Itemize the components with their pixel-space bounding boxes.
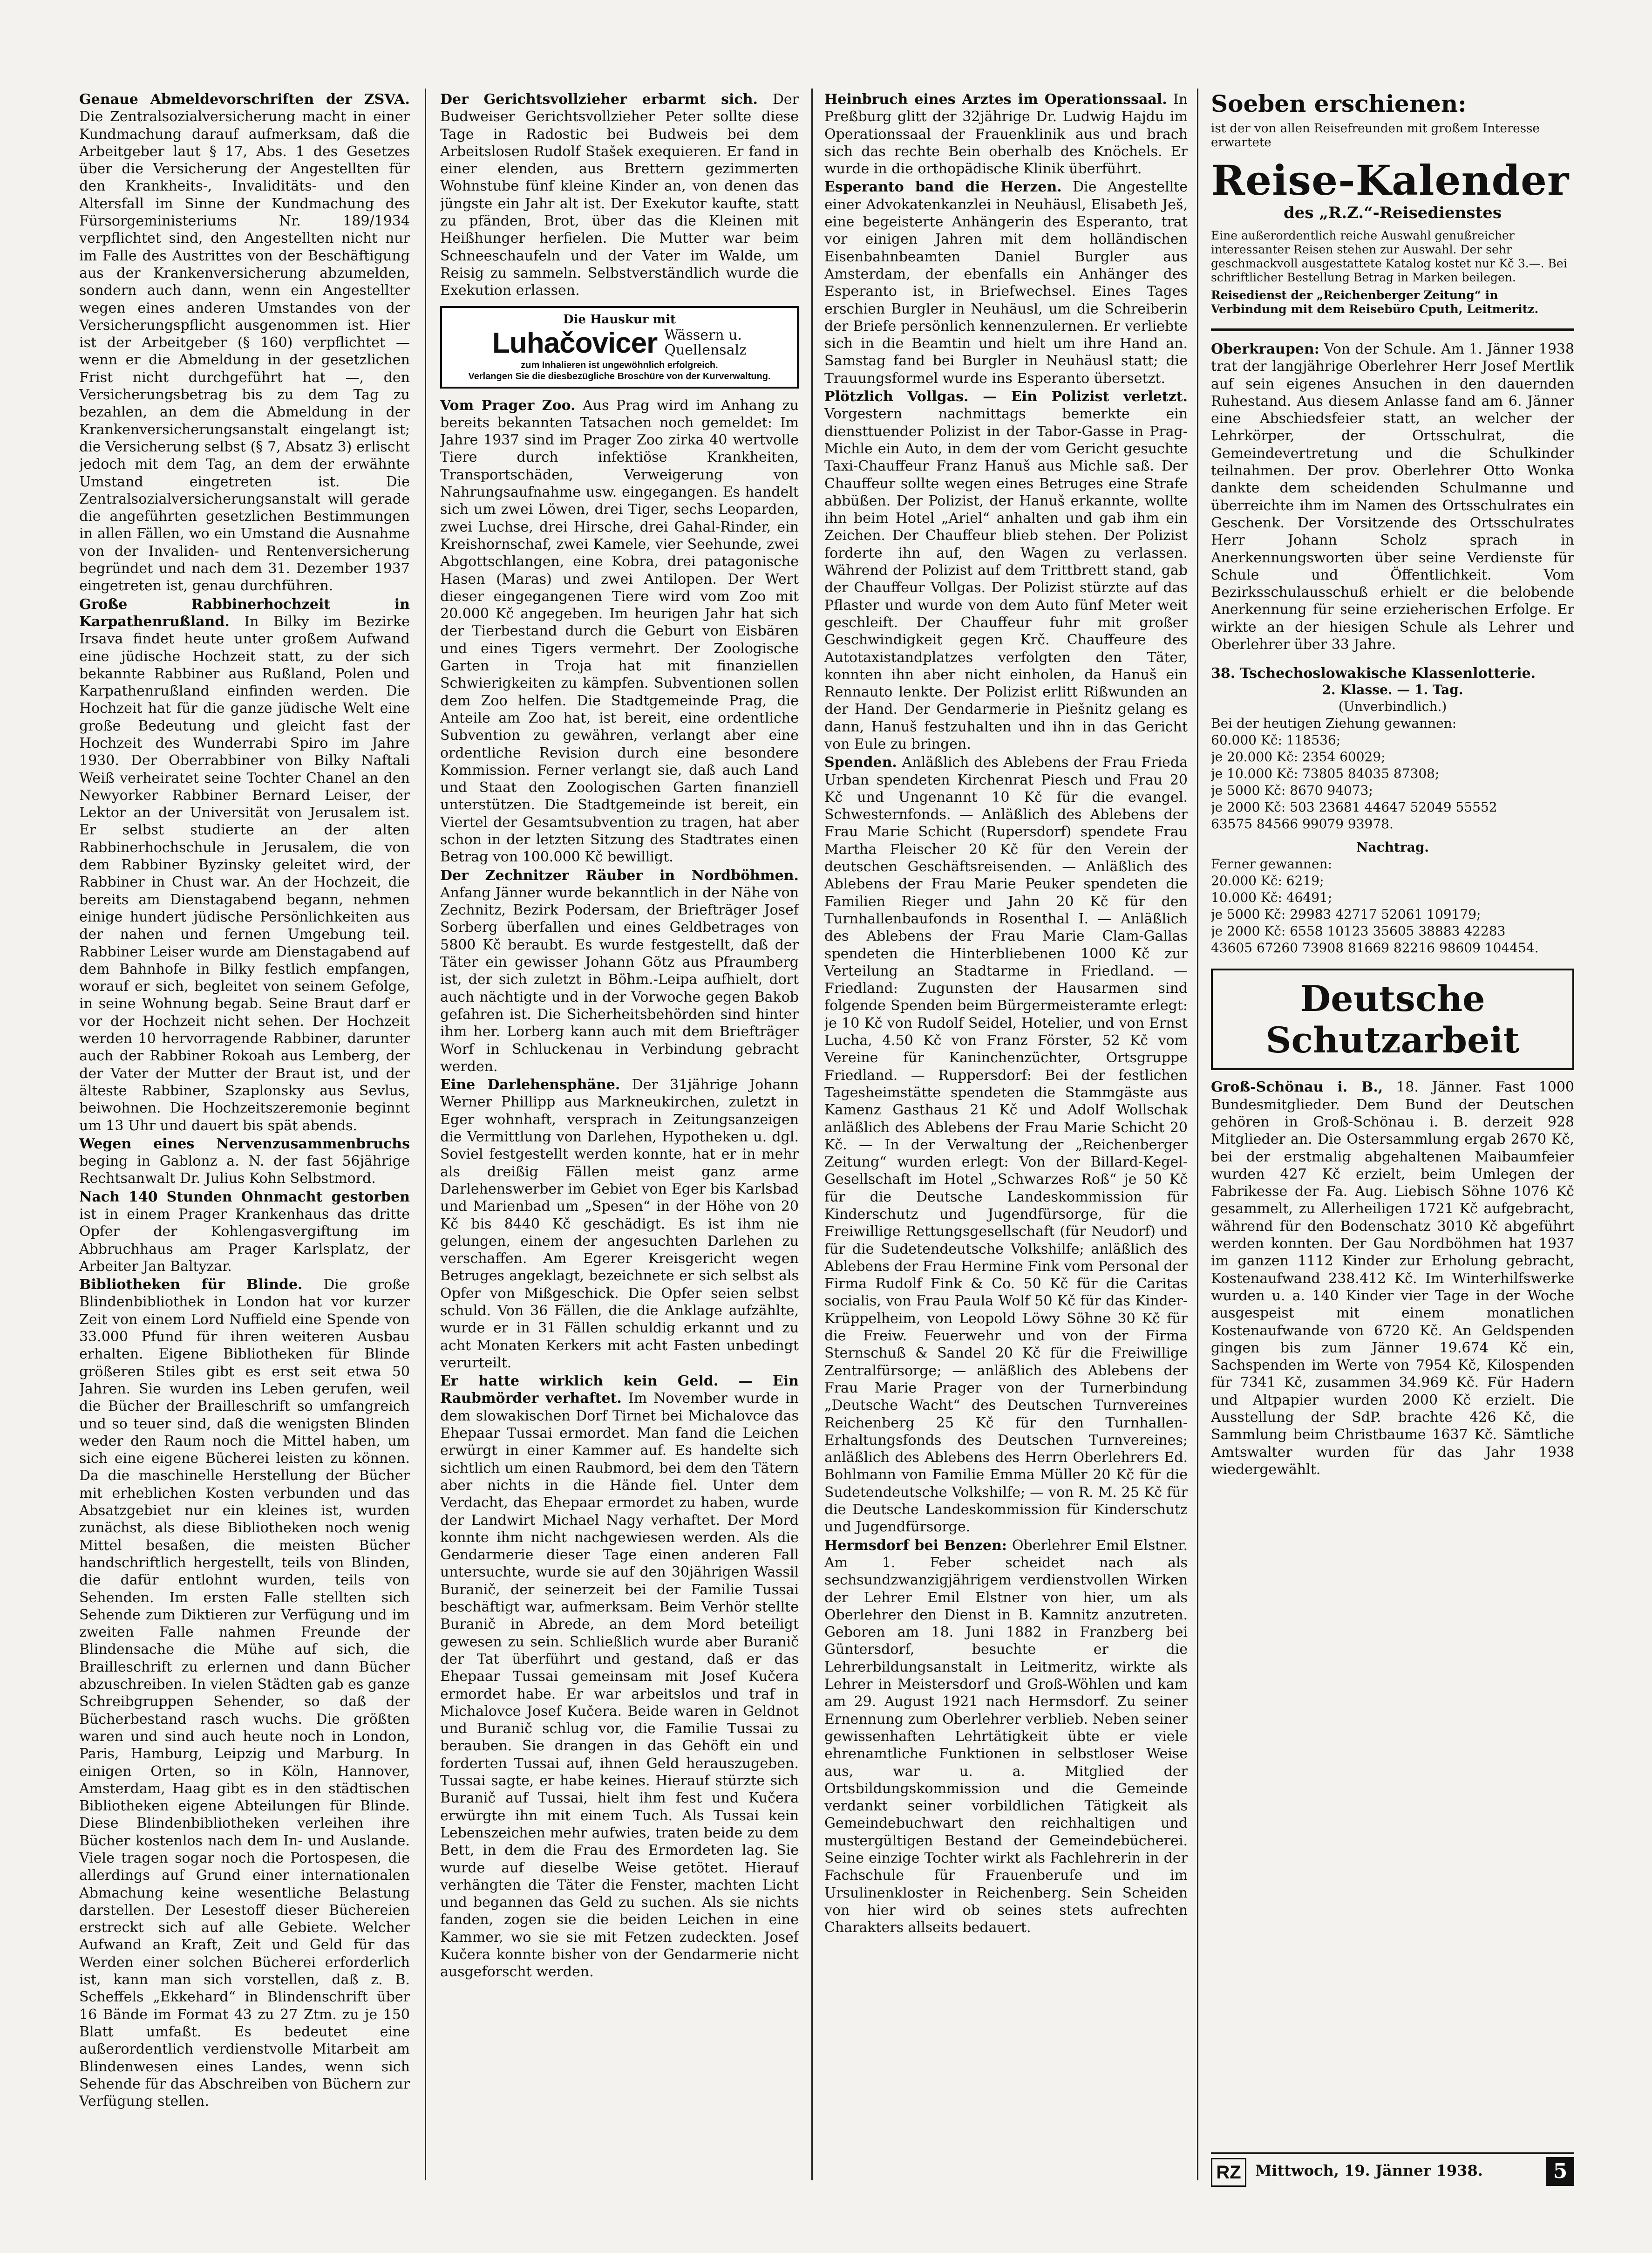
column-divider bbox=[811, 89, 813, 2180]
column-divider bbox=[425, 89, 426, 2180]
ad-brand: Luhačovicer bbox=[492, 327, 658, 359]
article-body: Die Angestellte einer Advokatenkanzlei in Neuhäusl, Elisabeth Ješ, eine begeisterte Anhängerin des Esperanto, trat vor einigen Jahren mit dem holländischen Eisenbahnbeamten Daniel Burgler aus Amsterdam, der ebenfalls ein Anhänger des Esperanto ist, in Briefwechsel. Eines Tages erschien Burgler in Neuhäusl, um die Schreiberin der Briefe persönlich kennenzulernen. Er verliebte sich in die Beamtin und hielt um ihre Hand an. Samstag fand bei Burgler in Neuhäusl statt; die Trauungsformel wurde ins Esperanto übersetzt. bbox=[824, 179, 1188, 387]
lottery-note: (Unverbindlich.) bbox=[1338, 699, 1447, 715]
article bbox=[824, 388, 1188, 753]
article-headline: Vom Prager Zoo. bbox=[440, 397, 576, 414]
article-body: In Bilky im Bezirke Irsava findet heute unter großem Aufwand eine jüdische Hochzeit statt, zu der sich bekannte Rabbiner aus Rußland, Polen und Karpathenrußland einfinden werden. Die Hochzeit hat für die ganze jüdische Welt eine große Bedeutung und gleicht fast der Hochzeit des Wunderrabi Spiro im Jahre 1930. Der Oberrabbiner von Bilky Naftali Weiß verheiratet seine Tochter Chanel an den Newyorker Rabbiner Bernard Leiser, der Lektor an der Universität von Jerusalem ist. Er selbst studierte an der alten Rabbinerhochschule in Jerusalem, die von dem Rabbiner Byzinsky geleitet wird, der Rabbiner in Chust war. An der Hochzeit, die bereits am Dienstagabend begann, nehmen einige hundert jüdische Persönlichkeiten aus der nahen und fernen Umgebung teil. Rabbiner Leiser wurde am Dienstagabend auf dem Bahnhofe in Bilky festlich empfangen, worauf er sich, begleitet von seinem Gefolge, in seine Wohnung begab. Seine Braut darf er vor der Hochzeit nicht sehen. Der Hochzeit werden 10 hervorragende Rabbiner, darunter auch der Rabbiner Rokoah aus Lemberg, der der Vater der Mutter der Braut ist, und der älteste Rabbiner, Szaplonsky aus Sevlus, beiwohnen. Die Hochzeitszeremonie beginnt um 13 Uhr und dauert bis spät abends. bbox=[79, 613, 410, 1134]
article-body: Die große Blindenbibliothek in London hat vor kurzer Zeit von einem Lord Nuffield eine Spende von 33.000 Pfund für ihren weiteren Ausbau erhalten. Eigene Bibliotheken für Blinde größeren Stiles gibt es erst seit etwa 50 Jahren. Sie wurden ins Leben gerufen, weil die Bücher der Brailleschrift so umfangreich und so teuer sind, daß die wenigsten Blinden weder den Raum noch die Mittel haben, um sich eine eigene Bücherei leisten zu können. Da die maschinelle Herstellung der Bücher mit erheblichen Kosten verbunden und das Absatzgebiet nur ein kleines ist, wurden zunächst, als diese Bibliotheken noch wenig Mittel besaßen, die meisten Bücher handschriftlich hergestellt, teils von Blinden, die dafür entlohnt wurden, teils von Sehenden. Im ersten Falle stellten sich Sehende zum Diktieren zur Verfügung und im zweiten Falle nahmen Freunde der Blindensache die Mühe auf sich, die Brailleschrift zu erlernen und dann Bücher abzuschreiben. In vielen Städten gab es ganze Schreibgruppen Sehender, so daß der Bücherbestand rasch wuchs. Die größten waren und sind auch heute noch in London, Paris, Hamburg, Leipzig und Marburg. In einigen Orten, so in Köln, Hannover, Amsterdam, Haag gibt es in den städtischen Bibliotheken eigene Abteilungen für Blinde. Diese Blindenbibliotheken verleihen ihre Bücher kostenlos nach dem In- und Auslande. Viele tragen sogar noch die Portospesen, die allerdings auf Grund einer internationalen Abmachung keine wesentliche Belastung darstellen. Der Lesestoff dieser Büchereien erstreckt sich auf alle Gebiete. Welcher Aufwand an Kraft, Zeit und Geld für das Werden einer solchen Bücherei erforderlich ist, kann man sich vorstellen, daß z. B. Scheffels „Ekkehard“ in Blindenschrift über 16 Bände im Format 43 zu 27 Ztm. zu je 150 Blatt umfaßt. Es bedeutet eine außerordentlich verdienstvolle Mitarbeit am Blindenwesen eines Landes, wenn sich Sehende für das Abschreiben von Büchern zur Verfügung stellen. bbox=[79, 1277, 410, 2110]
lottery-line: 10.000 Kč: 46491; bbox=[1211, 890, 1332, 906]
article-body: In Preßburg glitt der 32jährige Dr. Ludwig Hajdu im Operationssaal der Frauenklinik aus und brach sich das rechte Bein oberhalb des Knöchels. Er wurde in die orthopädische Klinik überführt. bbox=[824, 91, 1188, 178]
article-headline: Nach 140 Stunden Ohnmacht gestorben bbox=[79, 1188, 410, 1205]
article-headline: Er hatte wirklich kein Geld. — Ein Raubmörder verhaftet. bbox=[440, 1373, 799, 1407]
article bbox=[1211, 1079, 1574, 1478]
article bbox=[79, 1276, 410, 2110]
article-headline: Der Gerichtsvollzieher erbarmt sich. bbox=[440, 91, 758, 108]
article bbox=[440, 397, 799, 866]
lottery-intro: Bei der heutigen Ziehung gewannen: bbox=[1211, 716, 1457, 731]
ad-top-line: Die Hauskur mit bbox=[563, 312, 676, 327]
lottery-line: je 2000 Kč: 6558 10123 35605 38883 42283 bbox=[1211, 923, 1506, 939]
ad-side-line: Wässern u. bbox=[664, 327, 742, 344]
article-body: Der Budweiser Gerichtsvollzieher Peter sollte diese Tage in Radostic bei Budweis bei dem Arbeitslosen Rudolf Stašek exequieren. Er fand in einer elenden, aus Brettern gezimmerten Wohnstube fünf kleine Kinder an, von denen das jüngste ein Jahr alt ist. Der Exekutor kaufte, statt zu pfänden, Brot, über das die Kleinen mit Heißhunger herfielen. Die Mutter war beim Schneeschaufeln und der Vater im Walde, um Reisig zu sammeln. Selbstverständlich wurde die Exekution erlassen. bbox=[440, 91, 799, 299]
lottery-supplement-title: Nachtrag. bbox=[1356, 840, 1429, 855]
lottery-line: je 20.000 Kč: 2354 60029; bbox=[1211, 749, 1386, 765]
article-headline: Der Zechnitzer Räuber in Nordböhmen. bbox=[440, 867, 799, 884]
article-headline: Groß-Schönau i. B., bbox=[1211, 1079, 1383, 1096]
lottery-title: 38. Tschechoslowakische Klassenlotterie. bbox=[1211, 665, 1536, 682]
ad-title: Reise-Kalender bbox=[1211, 156, 1570, 205]
article-body: Im November wurde in dem slowakischen Dorf Tirnet bei Michalovce das Ehepaar Tussai ermordet. Man fand die Leichen erwürgt in einer Kammer auf. Es handelte sich sichtlich um einen Raubmord, bei dem den Tätern aber nichts in die Hände fiel. Unter dem Verdacht, das Ehepaar ermordet zu haben, wurde der Landwirt Michael Nagy verhaftet. Der Mord konnte ihm nicht nachgewiesen werden. Als die Gendarmerie dieser Tage einen anderen Fall untersuchte, wurde sie auf den 30jährigen Wassil Buranič, der seinerzeit bei der Familie Tussai beschäftigt war, aufmerksam. Beim Verhör stellte Buranič in Abrede, an dem Mord beteiligt gewesen zu sein. Schließlich wurde aber Buranič der Tat überführt und gestand, daß er das Ehepaar Tussai gemeinsam mit Josef Kučera ermordet habe. Er war arbeitslos und traf in Michalovce Josef Kučera. Beide waren in Geldnot und Buranič schlug vor, die Familie Tussai zu berauben. Sie drangen in das Gehöft ein und forderten Tussai auf, ihnen Geld herauszugeben. Tussai sagte, er habe keines. Hierauf stürzte sich Buranič auf Tussai, hielt ihm fest und Kučera erwürgte ihn mit einem Tuch. Als Tussai kein Lebenszeichen mehr aufwies, traten beide zu dem Bett, in dem die Frau des Ermordeten lag. Sie wurde auf dieselbe Weise getötet. Hierauf verhängten die Täter die Fenster, machten Licht und begannen das Geld zu suchen. Als sie nichts fanden, zogen sie die beiden Leichen in eine Kammer, wo sie sie mit Fetzen zudeckten. Josef Kučera konnte bisher von der Gendarmerie nicht ausgeforscht werden. bbox=[440, 1390, 799, 1980]
article-body: Anläßlich des Ablebens der Frau Frieda Urban spendeten Kirchenrat Piesch und Frau 20 Kč und Ungenannt 10 Kč für die evangel. Schwesternfonds. — Anläßlich des Ablebens der Frau Marie Schicht (Rupersdorf) spendete Frau Martha Fleischer 20 Kč für den Verein der deutschen Geschäftsreisenden. — Anläßlich des Ablebens der Frau Marie Peuker spendeten die Familien Rieger und Jahn 20 Kč für den Turnhallenbaufonds in Rosenthal I. — Anläßlich des Ablebens der Frau Marie Clam-Gallas spendeten die Hinterbliebenen 1000 Kč zur Verteilung an Stadtarme in Friedland. — Friedland: Zugunsten der Hausarmen sind folgende Spenden beim Bürgermeisteramte erlegt: je 10 Kč von Rudolf Seidel, Hotelier, und von Ernst Lucha, 4.50 Kč von Franz Förster, 52 Kč vom Vereine für Kaninchenzüchter, Ortsgruppe Friedland. — Ruppersdorf: Bei der festlichen Tagesheimstätte spendeten die Stammgäste aus Kamenz Gasthaus 21 Kč und Adolf Wollschak anläßlich des Ablebens der Frau Marie Schicht 20 Kč. — In der Verwaltung der „Reichenberger Zeitung“ wurden erlegt: Von der Billard-Kegel-Gesellschaft im Hotel „Schwarzes Roß“ je 50 Kč für die Deutsche Landeskommission für Kinderschutz und Jugendfürsorge, für die Freiwillige Rettungsgesellschaft (für Neudorf) und für die Sudetendeutsche Volkshilfe; anläßlich des Ablebens der Frau Hermine Fink vom Personal der Firma Rudolf Fink & Co. 50 Kč für die Caritas socialis, von Frau Paula Wolf 50 Kč für das Kinder-Krüppelheim, von Leopold Löwy Söhne 30 Kč für die Freiw. Feuerwehr und von der Firma Sternschuß & Sandel 20 Kč für die Freiwillige Zentralfürsorge; — anläßlich des Ablebens der Frau Marie Prager von der Turnerbindung „Deutsche Wacht“ des Deutschen Turnvereines Reichenberg 25 Kč für den Turnhallen-Erhaltungsfonds des Deutschen Turnvereines; anläßlich des Ablebens des Herrn Oberlehrers Ed. Bohlmann von Familie Emma Müller 20 Kč für die Sudetendeutsche Volkshilfe; — von R. M. 25 Kč für die Deutsche Landeskommission für Kinderschutz und Jugendfürsorge. bbox=[824, 754, 1188, 1536]
lottery-line: 60.000 Kč: 118536; bbox=[1211, 732, 1341, 748]
article-body: 18. Jänner. Fast 1000 Bundesmitglieder. Dem Bund der Deutschen gehören in Groß-Schönau i. B. derzeit 928 Mitglieder an. Die Ostersammlung ergab 2670 Kč, bei der erstmalig abgehaltenen Maibaumfeier wurden 427 Kč erzielt, beim Umlegen der Fabrikesse der Fa. Aug. Liebisch Söhne 1076 Kč gesammelt, zu Allerheiligen 1721 Kč aufgebracht, während für den Bodenschatz 3010 Kč abgeführt werden konnten. Der Gau Nordböhmen hat 1937 im ganzen 1112 Kinder zur Erholung gebracht, Kostenaufwand 238.412 Kč. Im Winterhilfswerke wurden u. a. 140 Kinder vier Tage in der Woche ausgespeist mit einem monatlichen Kostenaufwande von 6720 Kč. An Geldspenden gingen bis zum Jänner 19.674 Kč ein, Sachspenden im Werte von 7954 Kč, Kilospenden für 7341 Kč, zusammen 34.969 Kč. Für Hadern und Altpapier wurden 2000 Kč erzielt. Die Ausstellung der SdP. brachte 426 Kč, die Sammlung beim Christbaume 1637 Kč. Sämtliche Amtswalter wurden für das Jahr 1938 wiedergewählt. bbox=[1211, 1079, 1574, 1478]
article-body: beging in Gablonz a. N. der fast 56jährige Rechtsanwalt Dr. Julius Kohn Selbstmord. bbox=[79, 1153, 410, 1187]
lottery-class: 2. Klasse. — 1. Tag. bbox=[1322, 682, 1463, 698]
article bbox=[1211, 341, 1574, 653]
article-headline: Oberkraupen: bbox=[1211, 341, 1319, 357]
column-1 bbox=[79, 91, 410, 2178]
article-body: Vorgestern nachmittags bemerkte ein diensttuender Polizist in der Tabor-Gasse in Prag-Michle ein Auto, in dem der vom Gericht gesuchte Taxi-Chauffeur Franz Hanuš aus Michle saß. Der Chauffeur sollte wegen eines Betruges eine Strafe abbüßen. Der Polizist, der Hanuš erkannte, wollte ihn beim Hotel „Ariel“ anhalten und gab ihm ein Zeichen. Der Chauffeur blieb stehen. Der Polizist forderte ihn auf, den Wagen zu verlassen. Während der Polizist auf dem Trittbrett stand, gab der Chauffeur Vollgas. Der Polizist stürzte auf das Pflaster und wurde von dem Auto fünf Meter weit geschleift. Der Chauffeur fuhr mit großer Geschwindigkeit gegen Krč. Chauffeure des Autotaxistandplatzes verfolgten den Täter, konnten ihn aber nicht einholen, da Hanuš ein Rennauto lenkte. Der Polizist erlitt Rißwunden an der Hand. Der Gendarmerie in Piešnitz gelang es dann, Hanuš festzuhalten und ihn in das Gericht von Eule zu bringen. bbox=[824, 406, 1188, 752]
reise-kalender-advertisement bbox=[1211, 91, 1574, 331]
article-body: Anfang Jänner wurde bekanntlich in der Nähe von Zechnitz, Bezirk Podersam, der Briefträger Josef Sorberg überfallen und eines Geldbetrages von 5800 Kč beraubt. Es wurde festgestellt, daß der Täter ein gewisser Johann Götz aus Pfraumberg ist, der sich zuletzt in Böhm.-Leipa aufhielt, dort auch nächtigte und in der Vorwoche gegen Bakob gefahren ist. Die Sicherheitsbehörden sind hinter ihm her. Lorberg kann auch mit dem Briefträger Worf in Schluckenau in Verbindung gebracht werden. bbox=[440, 884, 799, 1075]
article bbox=[440, 1076, 799, 1372]
article-headline: Spenden. bbox=[824, 754, 897, 771]
page-number: 5 bbox=[1546, 2157, 1574, 2186]
article-body: Aus Prag wird im Anhang zu bereits bekannten Tatsachen noch gemeldet: Im Jahre 1937 sind im Prager Zoo zirka 40 wertvolle Tiere durch infektiöse Krankheiten, Transportschäden, Verweigerung von Nahrungsaufnahme usw. eingegangen. Es handelt sich um zwei Löwen, drei Tiger, sechs Leoparden, zwei Luchse, drei Hirsche, drei Gahal-Rinder, ein Kreishornschaf, zwei Kamele, vier Seehunde, zwei Abgottschlangen, eine Kobra, drei patagonische Hasen (Maras) und zwei Antilopen. Der Wert dieser eingegangenen Tiere wird vom Zoo mit 20.000 Kč angegeben. Im heurigen Jahr hat sich der Tierbestand durch die Geburt von Eisbären und eines Tigers vermehrt. Der Zoologische Garten in Troja hat mit finanziellen Schwierigkeiten zu kämpfen. Subventionen sollen dem Zoo helfen. Die Stadtgemeinde Prag, die Anteile am Zoo hat, ist bereit, eine ordentliche Subvention zu gewähren, verlangt aber eine ordentliche Revision durch eine besondere Kommission. Ferner verlangt sie, daß auch Land und Staat den Zoologischen Garten finanziell unterstützen. Die Stadtgemeinde ist bereit, ein Viertel der Gesamtsubvention zu tragen, hat aber schon in der letzten Sitzung des Stadtrates einen Betrag von 100.000 Kč bewilligt. bbox=[440, 397, 799, 866]
article bbox=[79, 1188, 410, 1275]
ad-subtitle: des „R.Z.“-Reisedienstes bbox=[1284, 204, 1502, 222]
article bbox=[79, 596, 410, 1134]
ad-contact: Reisedienst der „Reichenberger Zeitung“ in Verbindung mit dem Reisebüro Cputh, Leitmeritz. bbox=[1211, 288, 1539, 316]
article bbox=[824, 91, 1188, 178]
lottery-line: je 5000 Kč: 8670 94073; bbox=[1211, 783, 1373, 799]
page-footer bbox=[1211, 2152, 1574, 2187]
ad-small-line: zum Inhalieren ist ungewöhnlich erfolgreich. bbox=[521, 360, 718, 370]
article-body: Von der Schule. Am 1. Jänner 1938 trat der langjährige Oberlehrer Herr Josef Mertlik auf sein eigenes Ansuchen in den dauernden Ruhestand. Aus diesem Anlasse fand am 6. Jänner eine Abschiedsfeier statt, an welcher der Lehrkörper, der Ortsschulrat, die Gemeindevertretung und die Schulkinder teilnahmen. Der prov. Oberlehrer Otto Wonka dankte dem scheidenden Schulmanne und überreichte ihm im Namen des Ortsschulrates ein Geschenk. Der Vorsitzende des Ortsschulrates Herr Johann Scholz sprach in Anerkennungsworten über seine Verdienste für Schule und Öffentlichkeit. Vom Bezirksschulausschuß erhielt er die belobende Anerkennung für seine erzieherischen Erfolge. Er wirkte an der hiesigen Schule als Lehrer und Oberlehrer über 33 Jahre. bbox=[1211, 341, 1574, 653]
article-headline: Plötzlich Vollgas. — Ein Polizist verletzt. bbox=[824, 389, 1188, 405]
article bbox=[824, 1537, 1188, 1937]
article-headline: Hermsdorf bei Benzen: bbox=[824, 1537, 1007, 1554]
article bbox=[79, 91, 410, 595]
newspaper-logo: RZ bbox=[1211, 2158, 1246, 2187]
article-body: Oberlehrer Emil Elstner. Am 1. Feber scheidet nach als sechsundzwanzigjährigem verdienstvollen Wirken der Lehrer Emil Elstner von hier, um als Oberlehrer den Dienst in B. Kamnitz anzutreten. Geboren am 18. Juni 1882 in Franzberg bei Güntersdorf, besuchte er die Lehrerbildungsanstalt in Leitmeritz, wirkte als Lehrer in Meistersdorf und Groß-Wöhlen und kam am 29. August 1921 nach Hermsdorf. Zu seiner Ernennung zum Oberlehrer verblieb. Neben seiner gewissenhaften Lehrtätigkeit übte er viele ehrenamtliche Funktionen in selbstloser Weise aus, war u. a. Mitglied der Ortsbildungskommission und die Gemeinde verdankt seiner vorbildlichen Tätigkeit als Gemeindebuchwart den reichhaltigen und mustergültigen Bestand der Gemeindebücherei. Seine einzige Tochter wirkt als Fachlehrerin in der Fachschule für Frauenberufe und im Ursulinenkloster in Reichenberg. Sein Scheiden von hier wird ob seines stets aufrechten Charakters allseits bedauert. bbox=[824, 1537, 1188, 1936]
ad-headline: Soeben erschienen: bbox=[1211, 91, 1467, 117]
ad-side-line: Quellensalz bbox=[664, 342, 747, 359]
column-divider bbox=[1197, 89, 1198, 2180]
lottery-line: 20.000 Kč: 6219; bbox=[1211, 873, 1324, 889]
article bbox=[440, 1372, 799, 1980]
section-header: Deutsche Schutzarbeit bbox=[1211, 969, 1574, 1070]
lottery-line: je 5000 Kč: 29983 42717 52061 109179; bbox=[1211, 907, 1481, 922]
ad-side-text bbox=[664, 328, 747, 358]
article-headline: Große Rabbinerhochzeit in Karpathenrußland. bbox=[79, 596, 410, 630]
article-headline: Esperanto band die Herzen. bbox=[824, 179, 1062, 196]
article-headline: Wegen eines Nervenzusammenbruchs bbox=[79, 1135, 410, 1152]
article bbox=[824, 178, 1188, 387]
lottery-results bbox=[1211, 665, 1574, 956]
lottery-supplement-intro: Ferner gewannen: bbox=[1211, 856, 1332, 872]
column-3 bbox=[824, 91, 1188, 2178]
issue-date: Mittwoch, 19. Jänner 1938. bbox=[1255, 2162, 1483, 2179]
article bbox=[824, 754, 1188, 1536]
article-headline: Genaue Abmeldevorschriften der ZSVA. bbox=[79, 91, 410, 108]
ad-small-line: Verlangen Sie die diesbezügliche Broschüre von der Kurverwaltung. bbox=[468, 371, 771, 382]
article-body: Der 31jährige Johann Werner Phillipp aus Markneukirchen, zuletzt in Eger wohnhaft, versprach in Zeitungsanzeigen die Vermittlung von Darlehen, Hypotheken u. dgl. Soviel festgestellt werden konnte, hat er in mehr als dreißig Fällen meist ganz arme Darlehenswerber im Gebiet von Eger bis Karlsbad und Marienbad um „Spesen“ in der Höhe von 20 Kč bis 8440 Kč geschädigt. Es ist ihm nie gelungen, einem der angesuchten Darlehen zu verschaffen. Am Egerer Kreisgericht wegen Betruges angeklagt, bezeichnete er sich selbst als Opfer von Mißgeschick. Die Opfer seien selbst schuld. Von 36 Fällen, die die Anklage aufzählte, wurde er in 31 Fällen schuldig erkannt und zu acht Monaten Kerkers mit acht Fasten unbedingt verurteilt. bbox=[440, 1077, 799, 1371]
article-headline: Eine Darlehensphäne. bbox=[440, 1077, 620, 1093]
lottery-line: 43605 67260 73908 81669 82216 98609 104454. bbox=[1211, 940, 1539, 956]
lottery-line: je 2000 Kč: 503 23681 44647 52049 55552 bbox=[1211, 799, 1497, 815]
article-body: Die Zentralsozialversicherung macht in einer Kundmachung darauf aufmerksam, daß die Arbeitgeber laut § 17, Abs. 1 des Gesetzes über die Versicherung der Angestellten für den Krankheits-, Invaliditäts- und den Altersfall im Sinne der Kundmachung des Fürsorgeministeriums Nr. 189/1934 verpflichtet sind, den Angestellten nicht nur im Falle des Austrittes von der Beschäftigung aus der Krankenversicherung abzumelden, sondern auch dann, wenn ein Angestellter wegen eines anderen Umstandes von der Versicherungspflicht ausgenommen ist. Hier ist der Arbeitgeber (§ 160) verpflichtet — wenn er die Abmeldung in der gesetzlichen Frist nicht durchgeführt hat —, den Versicherungsbetrag bis zu dem Tag zu bezahlen, an dem die Abmeldung in der Krankenversicherungsanstalt eingelangt ist; die Versicherung selbst (§ 7, Absatz 3) erlischt jedoch mit dem Tag, an dem der erwähnte Umstand eingetreten ist. Die Zentralsozialversicherungsanstalt will gerade die angeführten gesetzlichen Bestimmungen in allen Fällen, wo ein Umstand die Ausnahme von der Invaliden- und Rentenversicherung begründet und nach dem 31. Dezember 1937 eingetreten ist, genau durchführen. bbox=[79, 109, 410, 594]
lottery-line: je 10.000 Kč: 73805 84035 87308; bbox=[1211, 766, 1440, 782]
column-4 bbox=[1211, 91, 1574, 2178]
article bbox=[79, 1135, 410, 1188]
article-body: ist in einem Prager Krankenhaus das dritte Opfer der Kohlengasvergiftung im Abbruchhaus am Prager Karlsplatz, der Arbeiter Jan Baltyzar. bbox=[79, 1206, 410, 1275]
article bbox=[440, 91, 799, 300]
luhacovice-advertisement bbox=[440, 306, 799, 389]
column-2 bbox=[440, 91, 799, 2178]
article-headline: Heinbruch eines Arztes im Operationssaal. bbox=[824, 91, 1167, 108]
article-headline: Bibliotheken für Blinde. bbox=[79, 1277, 303, 1293]
article bbox=[440, 867, 799, 1076]
ad-description: Eine außerordentlich reiche Auswahl genußreicher interessanter Reisen stehen zur Auswahl. Der sehr geschmackvoll ausgestattete Katalog kostet nur Kč 3.—. Bei schriftlicher Bestellung Betrag in Marken beilegen. bbox=[1211, 229, 1567, 284]
lottery-line: 63575 84566 99079 93978. bbox=[1211, 816, 1394, 832]
ad-intro: ist der von allen Reisefreunden mit großem Interesse erwartete bbox=[1211, 122, 1540, 150]
